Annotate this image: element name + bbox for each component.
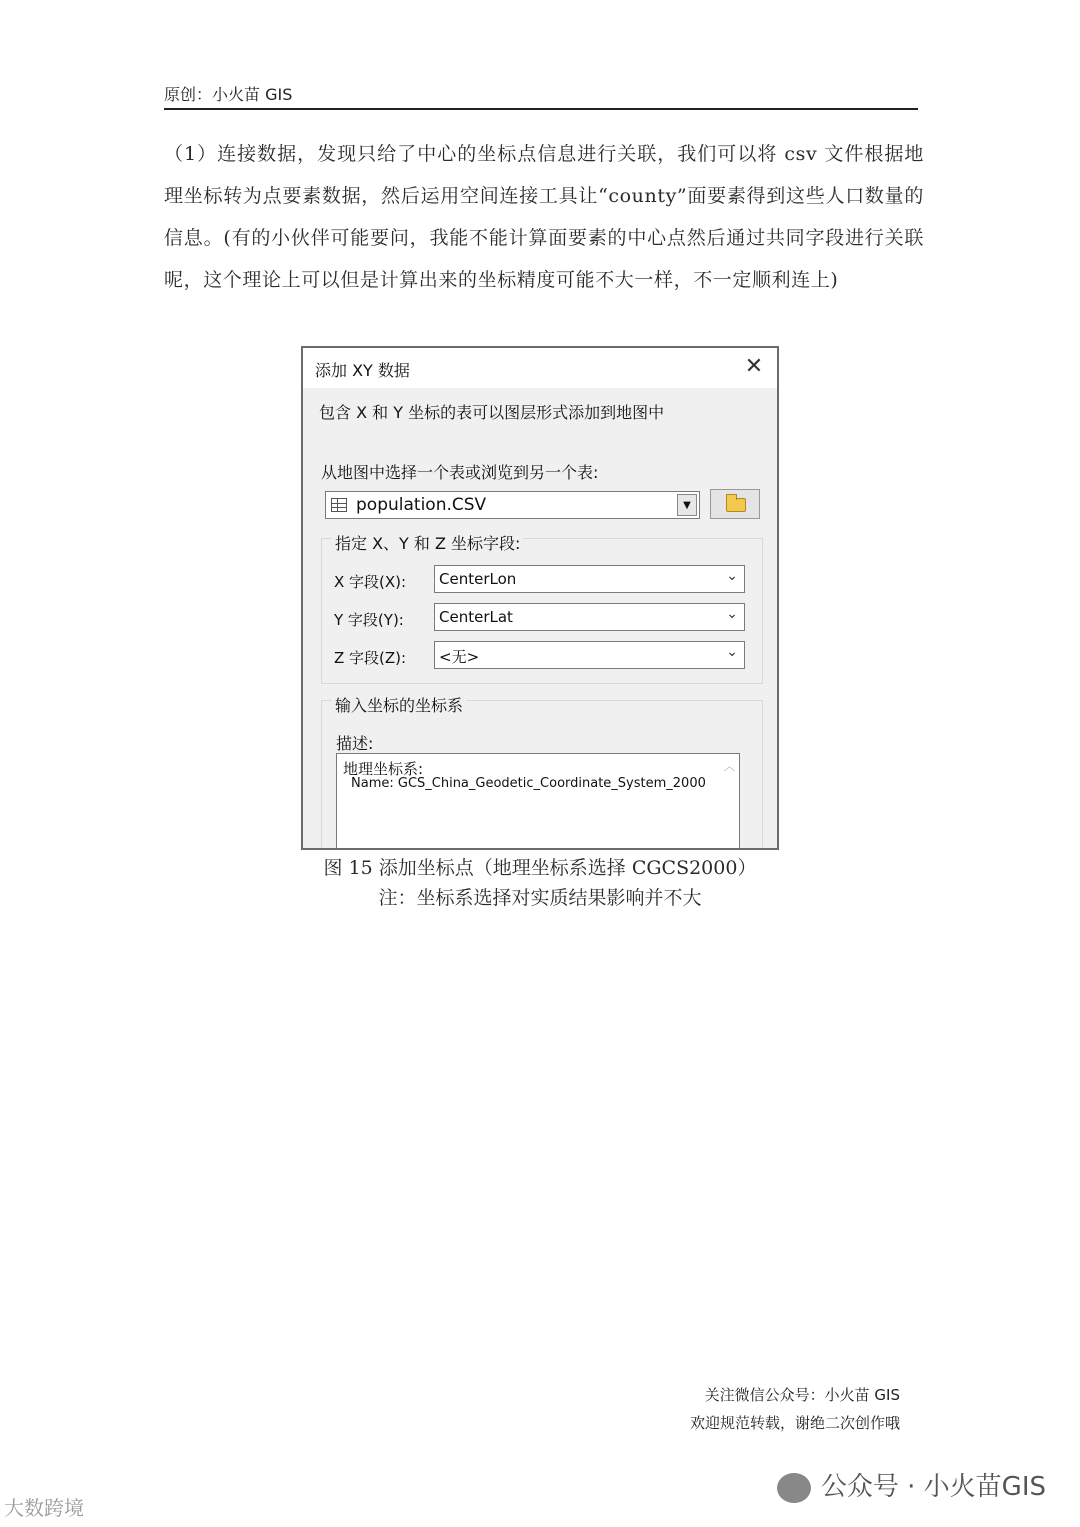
table-select-value: population.CSV xyxy=(356,495,487,515)
xyz-fields-group xyxy=(321,534,763,684)
header-text: 原创：小火苗 GIS xyxy=(164,85,293,104)
footer-repost-text: 欢迎规范转载，谢绝二次创作哦 xyxy=(689,1414,900,1432)
scroll-up-icon[interactable]: ︿ xyxy=(724,760,735,773)
z-field-select[interactable] xyxy=(434,641,745,669)
x-field-value: CenterLon xyxy=(439,570,517,588)
source-watermark: 大数跨境 xyxy=(4,1496,84,1520)
y-field-value: CenterLat xyxy=(439,608,513,626)
close-icon[interactable]: ✕ xyxy=(744,354,764,379)
dropdown-arrow-icon[interactable]: ▼ xyxy=(677,494,697,516)
page-header xyxy=(164,80,918,110)
crs-description-label: 描述: xyxy=(336,734,374,753)
x-field-label: X 字段(X): xyxy=(334,573,407,591)
wechat-watermark xyxy=(777,1466,1046,1503)
dialog-title: 添加 XY 数据 xyxy=(315,361,410,380)
crs-group-label: 输入坐标的坐标系 xyxy=(332,693,466,716)
figure-note: 注：坐标系选择对实质结果影响并不大 xyxy=(378,887,702,909)
table-icon xyxy=(331,498,347,512)
y-field-label: Y 字段(Y): xyxy=(334,611,404,629)
dialog-description: 包含 X 和 Y 坐标的表可以图层形式添加到地图中 xyxy=(319,403,665,422)
wechat-watermark-text: 公众号 · 小火苗GIS xyxy=(820,1472,1046,1502)
open-folder-icon xyxy=(726,498,746,512)
crs-name-text: Name: GCS_China_Geodetic_Coordinate_System_2000 xyxy=(351,776,706,791)
chevron-down-icon: ⌄ xyxy=(726,568,738,584)
z-field-label: Z 字段(Z): xyxy=(334,649,407,667)
crs-description-box[interactable] xyxy=(336,753,740,850)
x-field-select[interactable] xyxy=(434,565,745,593)
add-xy-data-dialog xyxy=(301,346,779,850)
crs-type-text: 地理坐标系: xyxy=(343,760,424,778)
table-select[interactable] xyxy=(325,491,700,519)
browse-folder-button[interactable] xyxy=(710,489,760,519)
figure-caption: 图 15 添加坐标点（地理坐标系选择 CGCS2000） xyxy=(323,857,757,879)
body-paragraph: （1）连接数据，发现只给了中心的坐标点信息进行关联，我们可以将 csv 文件根据地理坐标转为点要素数据，然后运用空间连接工具让“county”面要素得到这些人口数量的信息。(有的小伙伴可能要问，我能不能计算面要素的中心点然后通过共同字段进行关联呢，这个理论上可以但是计算出来的坐标精度可能不大一样，不一定顺利连上) xyxy=(164,143,924,291)
chevron-down-icon: ⌄ xyxy=(726,644,738,660)
z-field-value: <无> xyxy=(439,648,480,666)
y-field-select[interactable] xyxy=(434,603,745,631)
coordinate-system-group xyxy=(321,696,763,850)
chevron-down-icon: ⌄ xyxy=(726,606,738,622)
footer-follow-text: 关注微信公众号：小火苗 GIS xyxy=(704,1386,900,1404)
choose-table-label: 从地图中选择一个表或浏览到另一个表: xyxy=(321,463,599,482)
dialog-titlebar xyxy=(303,348,777,388)
wechat-icon xyxy=(777,1473,811,1503)
xyz-group-label: 指定 X、Y 和 Z 坐标字段: xyxy=(332,531,523,554)
